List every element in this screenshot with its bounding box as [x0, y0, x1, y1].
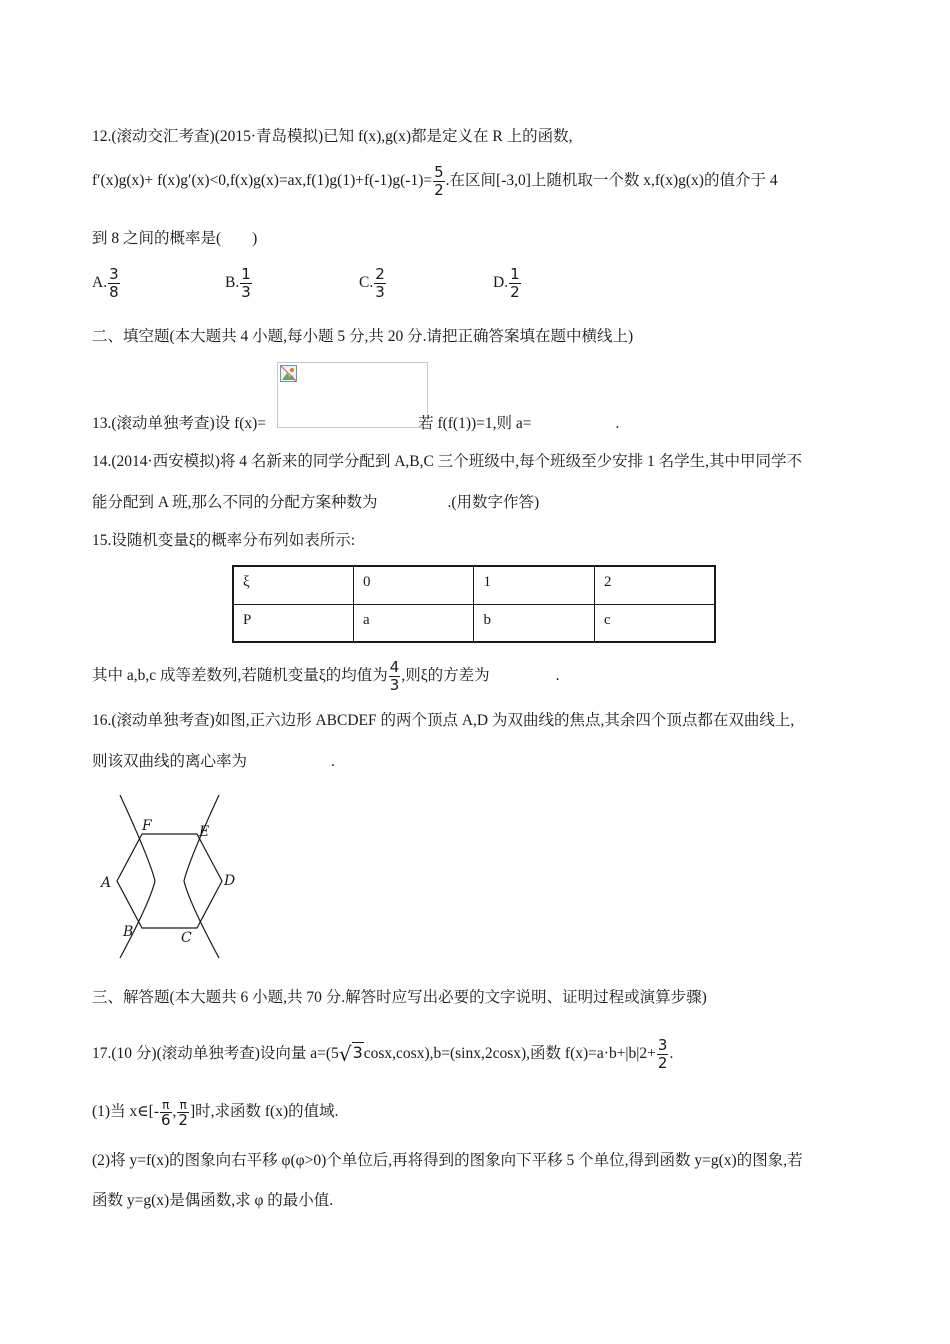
- q12-option-d: D. $\frac{1}{2}$: [493, 265, 520, 301]
- table-row: [233, 566, 715, 604]
- table-cell: c: [594, 604, 715, 642]
- vertex-label-e: E: [199, 824, 210, 840]
- probability-distribution-table: [232, 565, 716, 643]
- vertex-label-f: F: [142, 818, 152, 834]
- q12-line2-text-a: f′(x)g(x)+ f(x)g′(x)<0,f(x)g(x)=ax,f(1)g(1)+f(-1)g(-1)=: [92, 172, 433, 190]
- q12-line2-text-b: .在区间[-3,0]上随机取一个数 x,f(x)g(x)的值介于 4: [445, 172, 778, 190]
- q17-line1: [92, 1037, 673, 1072]
- q12-line2: [92, 164, 778, 199]
- section-3-heading: 三、解答题(本大题共 6 小题,共 70 分.解答时应写出必要的文字说明、证明过程或演算步骤): [92, 989, 707, 1006]
- q16-line2: [92, 752, 335, 772]
- q14-line2: [92, 493, 539, 513]
- vertex-label-c: C: [181, 930, 192, 946]
- table-cell: 1: [474, 566, 594, 604]
- q13-text-b: 若 f(f(1))=1,则 a=: [418, 415, 532, 432]
- q17-text-b: cosx,cosx),b=(sinx,2cosx),函数 f(x)=a·b+|b|2+: [363, 1045, 656, 1063]
- q17-part2-line2: 函数 y=g(x)是偶函数,求 φ 的最小值.: [92, 1192, 334, 1209]
- q17-text-a: 17.(10 分)(滚动单独考查)设向量 a=(5: [92, 1045, 339, 1063]
- table-cell: 0: [354, 566, 474, 604]
- q13-line: [92, 414, 619, 434]
- q14-text-b: .(用数字作答): [447, 494, 540, 511]
- q14-text-a: 能分配到 A 班,那么不同的分配方案种数为: [92, 494, 378, 511]
- section-2-heading: 二、填空题(本大题共 4 小题,每小题 5 分,共 20 分.请把正确答案填在题中横线上): [92, 328, 634, 345]
- q12-line1: 12.(滚动交汇考查)(2015·青岛模拟)已知 f(x),g(x)都是定义在 R 上的函数,: [92, 128, 573, 145]
- q12-option-a: A. $\frac{3}{8}$: [92, 265, 119, 301]
- q15-text-b: ,则ξ的方差为: [401, 667, 490, 685]
- q14-line1: 14.(2014·西安模拟)将 4 名新来的同学分配到 A,B,C 三个班级中,每个班级至少安排 1 名学生,其中甲同学不: [92, 453, 802, 470]
- comma: ,: [172, 1103, 177, 1121]
- table-cell: ξ: [233, 566, 354, 604]
- q13-text-a: 13.(滚动单独考查)设 f(x)=: [92, 415, 267, 432]
- q17-part1-text-a: (1)当 x∈[-: [92, 1103, 159, 1121]
- table-cell: a: [354, 604, 474, 642]
- q15-line2: [92, 659, 560, 694]
- table-row: [233, 604, 715, 642]
- sqrt-three: √3: [338, 1042, 363, 1067]
- q12-option-c: C. $\frac{2}{3}$: [359, 265, 385, 301]
- q15-text-c: .: [555, 667, 560, 685]
- q17-part1: [92, 1098, 339, 1127]
- vertex-label-b: B: [123, 924, 134, 940]
- q17-part1-text-b: ]时,求函数 f(x)的值域.: [189, 1103, 339, 1121]
- q16-text-b: .: [331, 753, 335, 770]
- table-cell: b: [474, 604, 594, 642]
- hexagon-outline: [117, 834, 222, 928]
- broken-image-icon: [280, 365, 297, 382]
- q17-part2-line1: (2)将 y=f(x)的图象向右平移 φ(φ>0)个单位后,再将得到的图象向下平移 5 个单位,得到函数 y=g(x)的图象,若: [92, 1152, 803, 1169]
- vertex-label-a: A: [101, 875, 112, 891]
- vertex-label-d: D: [224, 873, 236, 889]
- hexagon-hyperbola-figure: [95, 790, 255, 960]
- q15-text-a: 其中 a,b,c 成等差数列,若随机变量ξ的均值为: [92, 667, 388, 685]
- q17-text-c: .: [669, 1045, 674, 1063]
- table-cell: 2: [594, 566, 715, 604]
- fraction-four-thirds: $\frac{4}{3}$: [389, 658, 400, 694]
- q15-line1: 15.设随机变量ξ的概率分布列如表所示:: [92, 532, 356, 549]
- fraction-five-halves: $\frac{5}{2}$: [434, 163, 444, 199]
- fraction-three-halves: $\frac{3}{2}$: [657, 1036, 668, 1072]
- q13-text-c: .: [615, 415, 620, 432]
- q12-option-b: B. $\frac{1}{3}$: [225, 265, 251, 301]
- fraction-pi-halves: $\frac{\pi}{2}$: [178, 1098, 188, 1129]
- q12-line3: 到 8 之间的概率是( ): [92, 230, 258, 247]
- q16-text-a: 则该双曲线的离心率为: [92, 753, 248, 770]
- fraction-pi-sixths: $\frac{\pi}{6}$: [161, 1098, 171, 1129]
- q16-line1: 16.(滚动单独考查)如图,正六边形 ABCDEF 的两个顶点 A,D 为双曲线的焦点,其余四个顶点都在双曲线上,: [92, 712, 795, 729]
- table-cell: P: [233, 604, 354, 642]
